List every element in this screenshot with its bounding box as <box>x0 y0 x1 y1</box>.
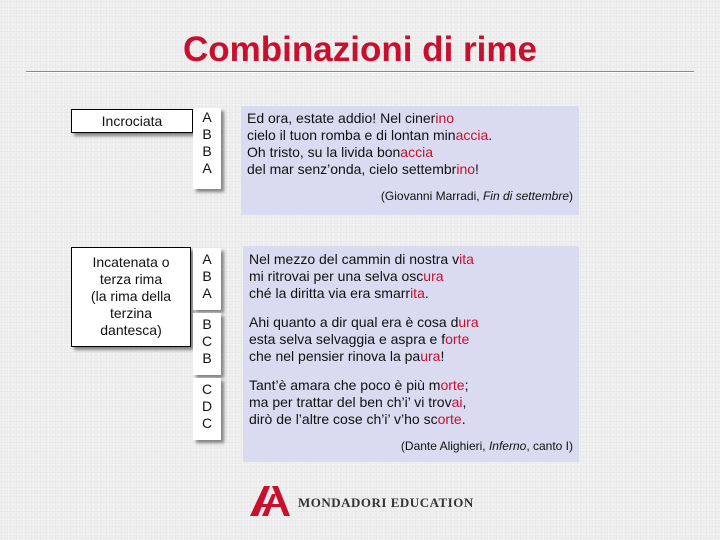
scheme-terzina-1 <box>193 248 221 310</box>
publisher-name: MONDADORI EDUCATION <box>298 495 474 510</box>
scheme-letter: B <box>202 350 212 366</box>
terzina-2 <box>249 314 573 369</box>
scheme-letter: A <box>202 160 212 176</box>
verse-line: Oh tristo, su la livida bonaccia <box>247 144 433 160</box>
label-incrociata-text: Incrociata <box>101 113 163 129</box>
citation-dante: (Dante Alighieri, Inferno, canto I) <box>400 439 573 453</box>
scheme-letter: C <box>201 415 213 431</box>
mondadori-logo-icon <box>248 482 292 518</box>
scheme-letter: A <box>202 109 212 125</box>
terzina-1 <box>249 251 573 306</box>
verse-line: esta selva selvaggia e aspra e forte <box>249 331 470 347</box>
verse-line: Nel mezzo del cammin di nostra vita <box>249 251 474 267</box>
label-incatenata <box>71 247 191 347</box>
verse-line: cielo il tuon romba e di lontan minaccia. <box>247 127 493 143</box>
scheme-terzina-2 <box>193 313 221 375</box>
verse-line: del mar senz’onda, cielo settembrino! <box>247 161 479 177</box>
scheme-letter: D <box>201 398 213 414</box>
label-incatenata-line: dantesca) <box>100 322 162 338</box>
publisher-logo <box>248 482 474 518</box>
verse-line: dirò de l’altre cose ch’i’ v’ho scorte. <box>249 411 466 427</box>
verse-line: Ed ora, estate addio! Nel cinerino <box>247 110 455 126</box>
label-incatenata-line: (la rima della <box>90 288 172 304</box>
scheme-letter: A <box>202 251 212 267</box>
verse-line: ché la diritta via era smarrita. <box>249 285 429 301</box>
verse-line: Tant’è amara che poco è più morte; <box>249 377 469 393</box>
scheme-letter: B <box>202 143 212 159</box>
scheme-letter: B <box>202 126 212 142</box>
label-incatenata-line: terzina <box>109 305 153 321</box>
poem-marradi <box>241 106 579 215</box>
verse-line: Ahi quanto a dir qual era è cosa dura <box>249 314 479 330</box>
scheme-letter: C <box>201 381 213 397</box>
scheme-letter: C <box>201 333 213 349</box>
label-incrociata <box>71 109 193 133</box>
citation-marradi: (Giovanni Marradi, Fin di settembre) <box>380 189 573 203</box>
scheme-incrociata <box>193 108 221 189</box>
scheme-letter: A <box>202 285 212 301</box>
scheme-terzina-3 <box>193 378 221 440</box>
verse-line: mi ritrovai per una selva oscura <box>249 268 444 284</box>
label-incatenata-line: terza rima <box>99 271 163 287</box>
page-title: Combinazioni di rime <box>183 30 537 69</box>
scheme-letter: B <box>202 268 212 284</box>
scheme-letter: B <box>202 316 212 332</box>
verse-line: che nel pensier rinova la paura! <box>249 348 445 364</box>
label-incatenata-line: Incatenata o <box>92 254 170 270</box>
verse-line: ma per trattar del ben ch’i’ vi trovai, <box>249 394 467 410</box>
terzina-3 <box>249 377 573 432</box>
poem-dante <box>243 246 579 462</box>
title-divider <box>26 71 694 72</box>
